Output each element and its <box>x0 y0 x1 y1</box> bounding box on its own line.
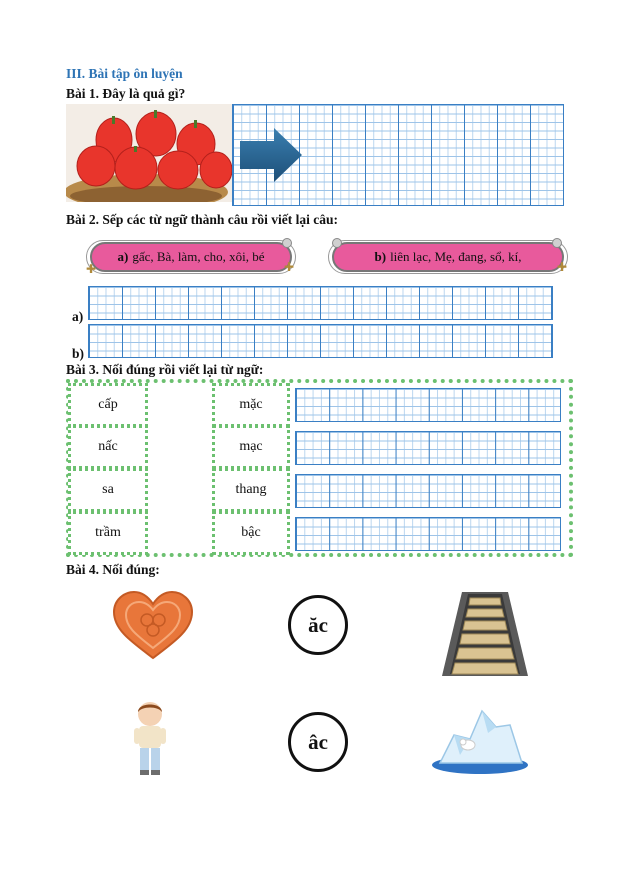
sound-circle-ac[interactable]: ăc <box>288 595 348 655</box>
line-b-label: b) <box>72 346 85 361</box>
pill-b-words: liên lạc, Mẹ, đang, sổ, kí, <box>390 249 522 264</box>
bai3-heading: Bài 3. Nối đúng rồi viết lại từ ngữ: <box>66 362 264 377</box>
bai3-grid-row[interactable] <box>295 474 561 508</box>
heart-cake-image[interactable] <box>112 590 194 665</box>
iceberg-image[interactable] <box>430 705 530 780</box>
bai4-heading: Bài 4. Nối đúng: <box>66 562 160 577</box>
pin-icon <box>552 238 562 248</box>
bai3-grid-row[interactable] <box>295 517 561 551</box>
word-pill-b <box>332 242 564 272</box>
right-word[interactable]: bậc <box>212 511 290 555</box>
bai1-heading: Bài 1. Đây là quả gì? <box>66 86 186 101</box>
sound-circle-ac-hat[interactable]: âc <box>288 712 348 772</box>
right-word[interactable]: mặc <box>212 383 290 427</box>
pin-icon <box>282 238 292 248</box>
line-a-label: a) <box>72 309 84 324</box>
pill-a-label: a) <box>117 249 129 264</box>
left-word[interactable]: cấp <box>68 383 148 427</box>
left-word[interactable]: nấc <box>68 425 148 469</box>
bai3-grid-row[interactable] <box>295 388 561 422</box>
boy-image[interactable] <box>130 700 170 781</box>
left-word[interactable]: sa <box>68 468 148 512</box>
section-title: III. Bài tập ôn luyện <box>66 66 183 81</box>
tape-icon: ✚ <box>557 260 568 274</box>
pill-a-words: gấc, Bà, làm, cho, xôi, bé <box>132 249 265 264</box>
left-word[interactable]: trầm <box>68 511 148 555</box>
staircase-image[interactable] <box>440 590 530 685</box>
bai2-grid-b[interactable] <box>88 324 553 358</box>
word-pill-a <box>90 242 292 272</box>
right-word[interactable]: mạc <box>212 425 290 469</box>
bai3-grid-row[interactable] <box>295 431 561 465</box>
gac-fruit-image <box>66 104 232 202</box>
tape-icon: ✚ <box>86 262 97 276</box>
tape-icon: ✚ <box>284 260 295 274</box>
pin-icon <box>332 238 342 248</box>
bai2-heading: Bài 2. Sếp các từ ngữ thành câu rồi viết lại câu: <box>66 212 338 227</box>
pill-b-label: b) <box>374 249 387 264</box>
bai2-grid-a[interactable] <box>88 286 553 320</box>
right-word[interactable]: thang <box>212 468 290 512</box>
arrow-right-icon <box>240 128 302 187</box>
